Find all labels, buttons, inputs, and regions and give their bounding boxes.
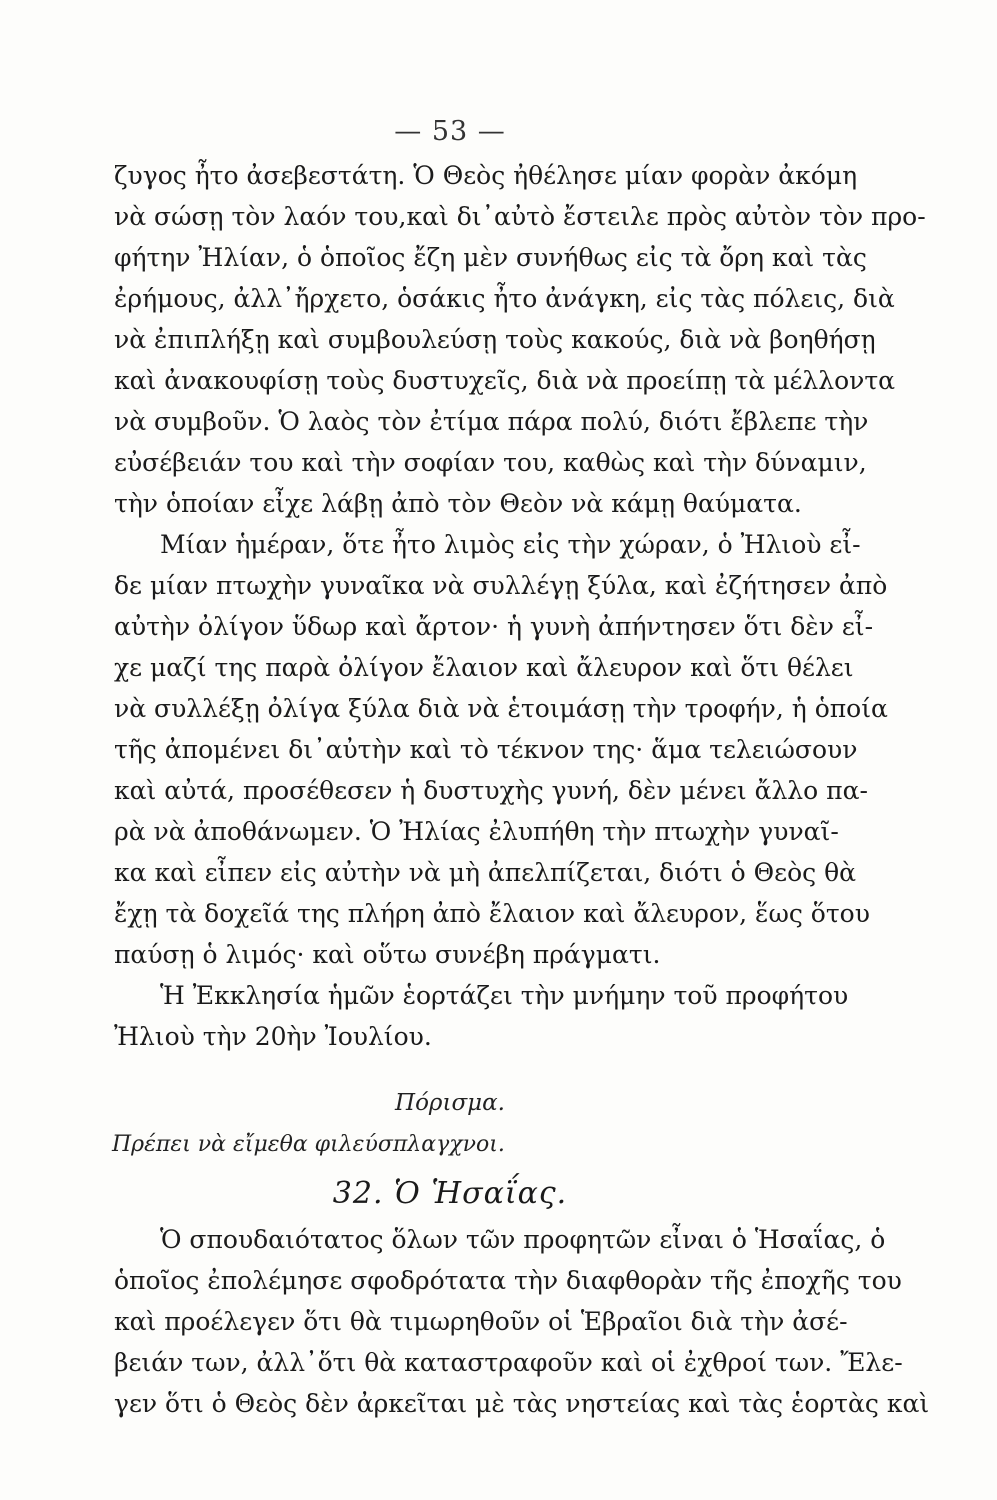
corollary-heading: Πόρισμα. — [395, 1090, 505, 1116]
text-line: ρὰ νὰ ἀποθάνωμεν. Ὁ Ἠλίας ἐλυπήθη τὴν πτωχὴν γυναῖ- — [114, 817, 839, 846]
page-number: — 53 — — [394, 116, 506, 147]
text-line: φήτην Ἠλίαν, ὁ ὁποῖος ἔζη μὲν συνήθως εἰς τὰ ὄρη καὶ τὰς — [114, 243, 867, 272]
text-line: καὶ ἀνακουφίσῃ τοὺς δυστυχεῖς, διὰ νὰ προείπῃ τὰ μέλλοντα — [114, 366, 896, 395]
text-line: δε μίαν πτωχὴν γυναῖκα νὰ συλλέγῃ ξύλα, καὶ ἐζήτησεν ἀπὸ — [114, 571, 888, 600]
paragraph-start-line: Ἡ Ἐκκλησία ἡμῶν ἑορτάζει τὴν μνήμην τοῦ προφήτου — [160, 981, 849, 1010]
text-line: νὰ ἐπιπλήξῃ καὶ συμβουλεύσῃ τοὺς κακούς, διὰ νὰ βοηθήσῃ — [114, 325, 876, 354]
text-line: εὐσέβειάν του καὶ τὴν σοφίαν του, καθὼς καὶ τὴν δύναμιν, — [114, 448, 867, 477]
text-line: τῆς ἀπομένει δι᾽αὐτὴν καὶ τὸ τέκνον της· ἅμα τελειώσουν — [114, 735, 858, 764]
text-line: χε μαζί της παρὰ ὀλίγον ἔλαιον καὶ ἄλευρον καὶ ὅτι θέλει — [114, 653, 854, 682]
section-title: 32. Ὁ Ἡσαΐας. — [332, 1176, 568, 1211]
text-line: Ἠλιοὺ τὴν 20ὴν Ἰουλίου. — [114, 1022, 432, 1051]
corollary-text: Πρέπει νὰ εἴμεθα φιλεύσπλαγχνοι. — [112, 1132, 505, 1157]
paragraph-start-line: Μίαν ἡμέραν, ὅτε ἦτο λιμὸς εἰς τὴν χώραν, ὁ Ἠλιοὺ εἶ- — [160, 530, 861, 559]
text-line: αὐτὴν ὀλίγον ὕδωρ καὶ ἄρτον· ἡ γυνὴ ἀπήντησεν ὅτι δὲν εἶ- — [114, 612, 874, 641]
text-line: γεν ὅτι ὁ Θεὸς δὲν ἀρκεῖται μὲ τὰς νηστείας καὶ τὰς ἑορτὰς καὶ — [114, 1389, 930, 1418]
text-line: ἔχῃ τὰ δοχεῖά της πλήρη ἀπὸ ἔλαιον καὶ ἄλευρον, ἕως ὅτου — [114, 899, 870, 928]
text-line: ἐρήμους, ἀλλ᾽ἤρχετο, ὁσάκις ἦτο ἀνάγκη, εἰς τὰς πόλεις, διὰ — [114, 284, 895, 313]
text-line: καὶ αὐτά, προσέθεσεν ἡ δυστυχὴς γυνή, δὲν μένει ἄλλο πα- — [114, 776, 868, 805]
paragraph-start-line: Ὁ σπουδαιότατος ὅλων τῶν προφητῶν εἶναι ὁ Ἡσαΐας, ὁ — [160, 1225, 886, 1254]
text-line: ζυγος ἦτο ἀσεβεστάτη. Ὁ Θεὸς ἠθέλησε μίαν φορὰν ἀκόμη — [114, 161, 858, 190]
text-line: νὰ συμβοῦν. Ὁ λαὸς τὸν ἐτίμα πάρα πολύ, διότι ἔβλεπε τὴν — [114, 407, 869, 436]
text-line: νὰ συλλέξῃ ὀλίγα ξύλα διὰ νὰ ἑτοιμάσῃ τὴν τροφήν, ἡ ὁποία — [114, 694, 888, 723]
text-line: καὶ προέλεγεν ὅτι θὰ τιμωρηθοῦν οἱ Ἑβραῖοι διὰ τὴν ἀσέ- — [114, 1307, 848, 1336]
text-line: νὰ σώσῃ τὸν λαόν του,καὶ δι᾽αὐτὸ ἔστειλε πρὸς αὐτὸν τὸν προ- — [114, 202, 926, 231]
text-line: ὁποῖος ἐπολέμησε σφοδρότατα τὴν διαφθορὰν τῆς ἐποχῆς του — [114, 1266, 902, 1295]
text-line: παύσῃ ὁ λιμός· καὶ οὕτω συνέβη πράγματι. — [114, 940, 661, 969]
text-line: τὴν ὁποίαν εἶχε λάβῃ ἀπὸ τὸν Θεὸν νὰ κάμῃ θαύματα. — [114, 489, 802, 518]
text-line: κα καὶ εἶπεν εἰς αὐτὴν νὰ μὴ ἀπελπίζεται, διότι ὁ Θεὸς θὰ — [114, 858, 857, 887]
text-line: βειάν των, ἀλλ᾽ὅτι θὰ καταστραφοῦν καὶ οἱ ἐχθροί των. Ἔλε- — [114, 1348, 903, 1377]
